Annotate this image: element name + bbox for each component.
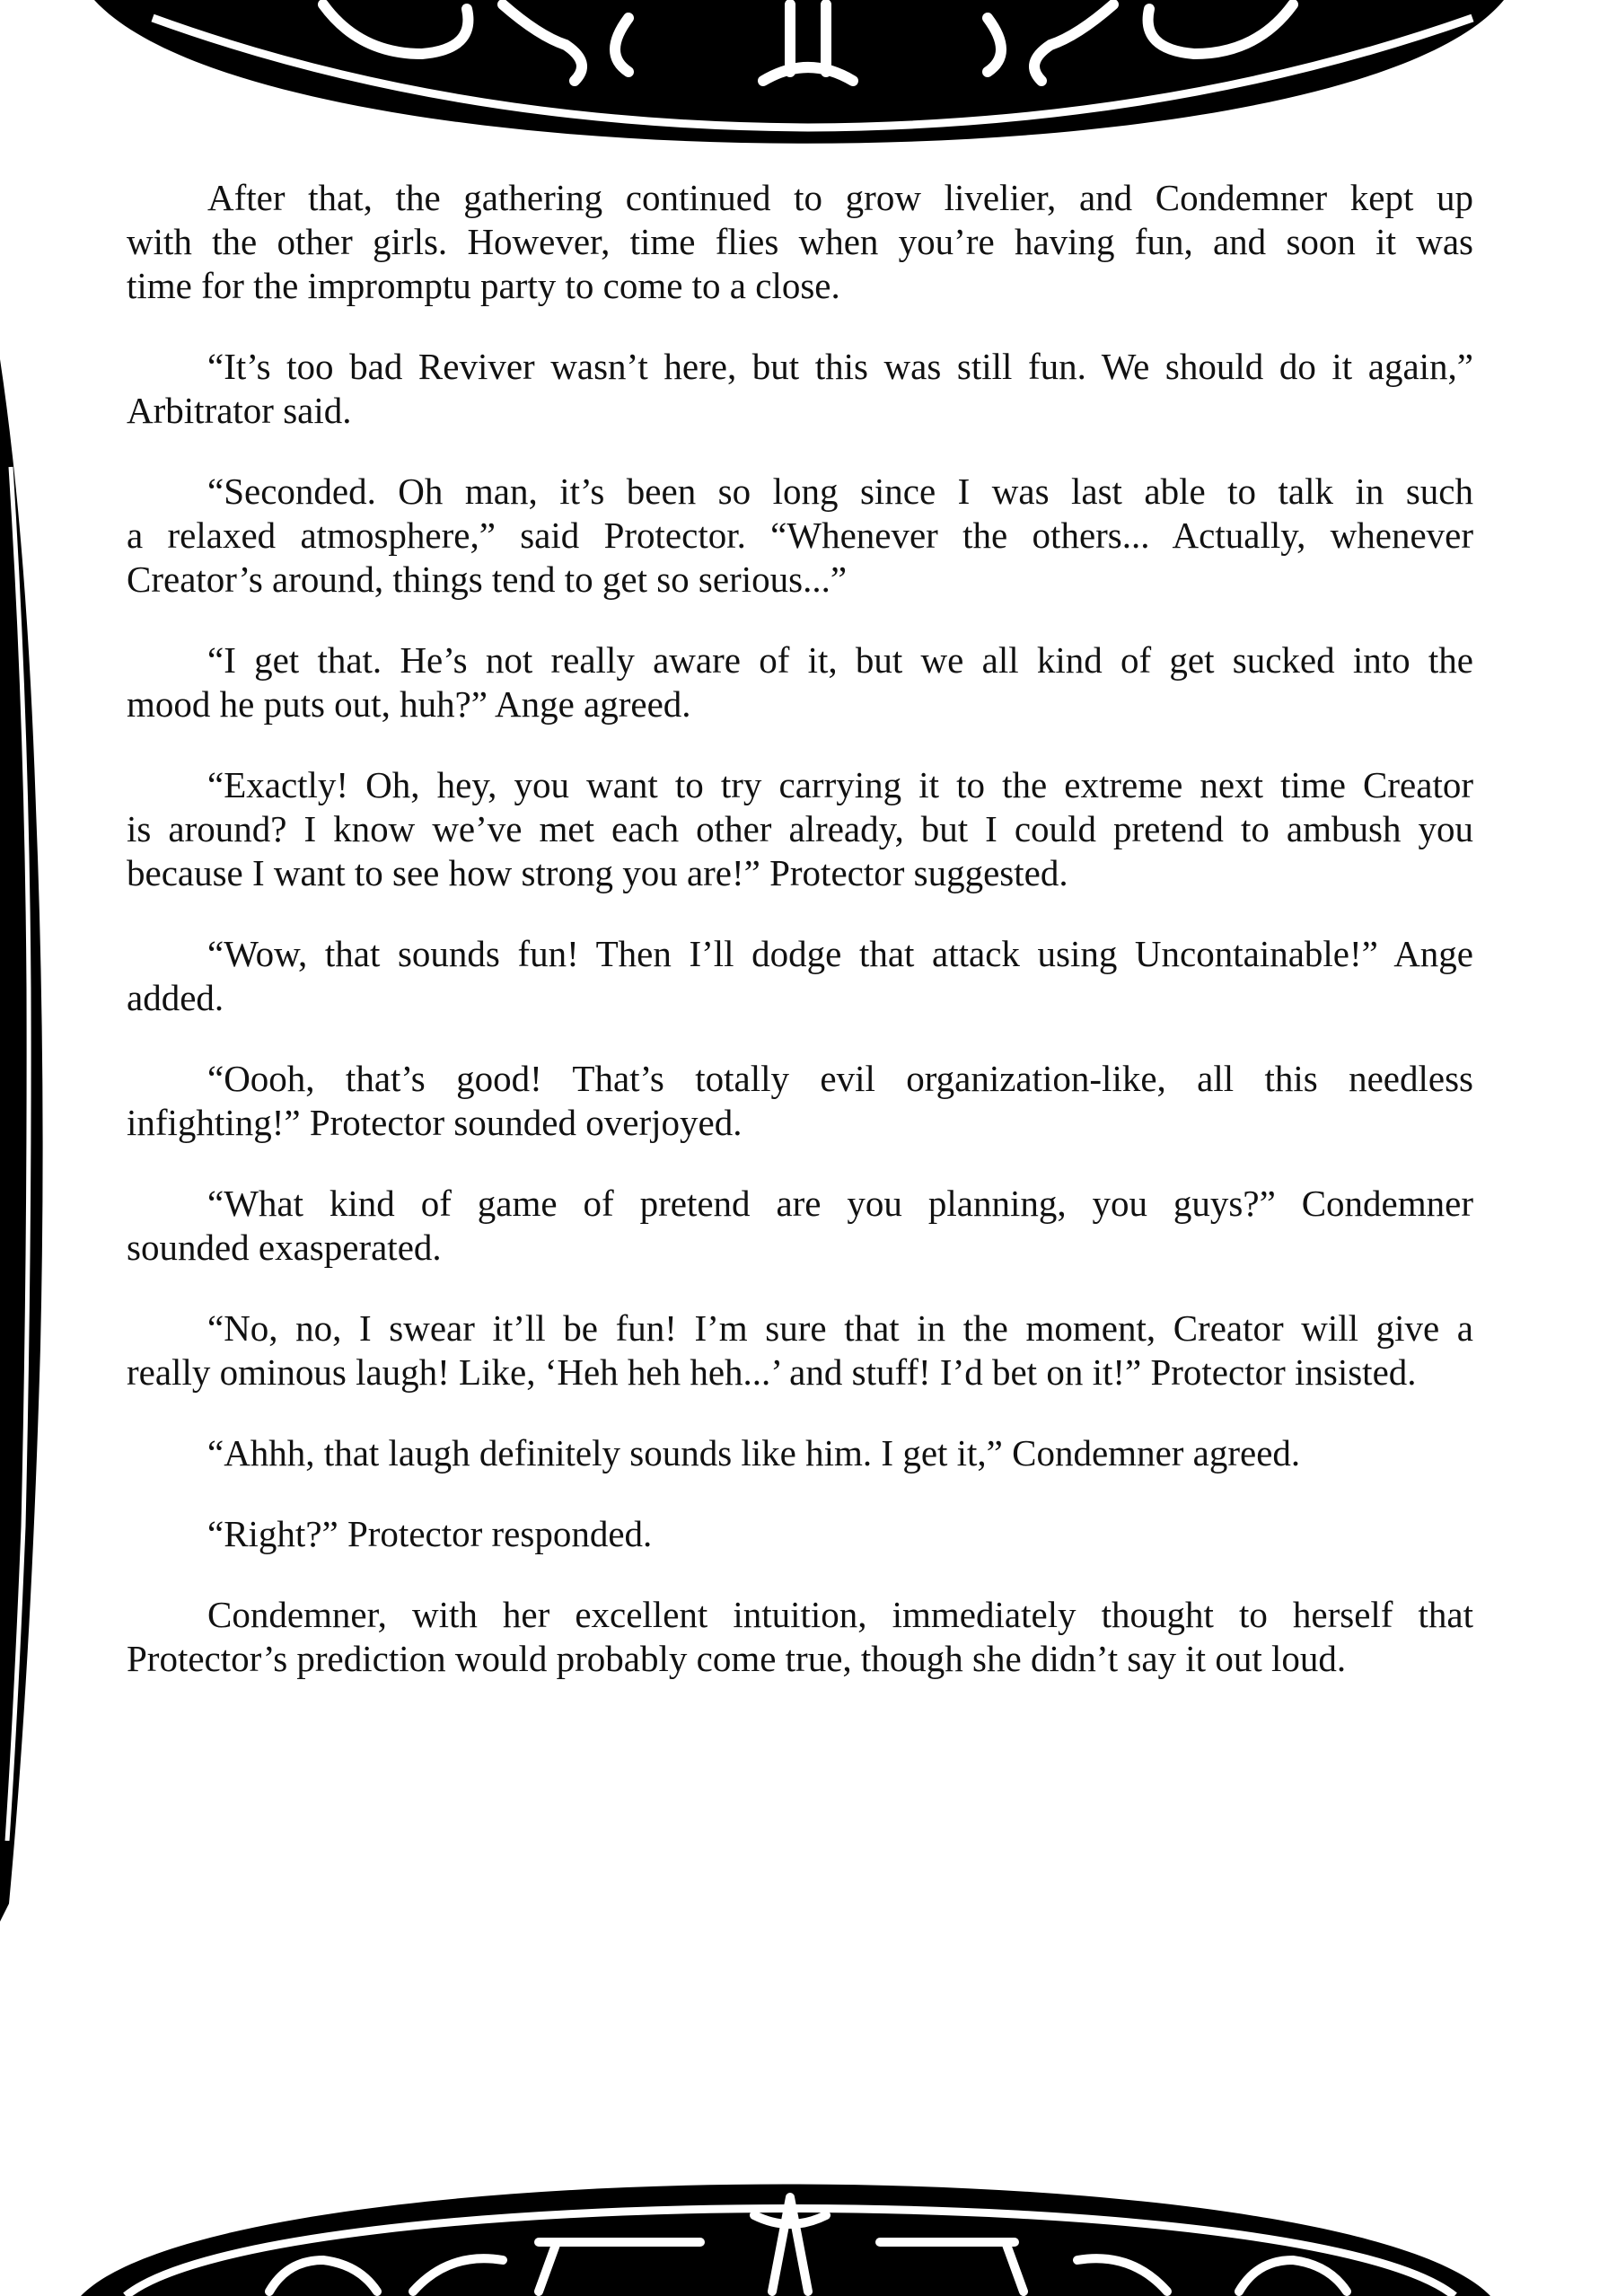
text-line: “Wow, that sounds fun! Then I’ll dodge that attack using Uncontainable!” Ange <box>207 933 1473 974</box>
paragraph <box>127 1512 1473 1556</box>
text-line: is around? I know we’ve met each other already, but I could pretend to ambush you <box>127 808 1473 849</box>
text-line: Condemner, with her excellent intuition, immediately thought to herself that <box>207 1594 1473 1635</box>
text-line: because I want to see how strong you are!” Protector suggested. <box>127 852 1068 893</box>
paragraph <box>127 1182 1473 1270</box>
text-line: “I get that. He’s not really aware of it, but we all kind of get sucked into the <box>207 639 1473 681</box>
text-line: “No, no, I swear it’ll be fun! I’m sure that in the moment, Creator will give a <box>207 1307 1473 1349</box>
text-line: “It’s too bad Reviver wasn’t here, but this was still fun. We should do it again,” <box>207 346 1473 387</box>
paragraph <box>127 638 1473 726</box>
bottom-ornament-icon <box>0 2161 1617 2296</box>
paragraph <box>127 1057 1473 1145</box>
paragraph <box>127 1593 1473 1681</box>
text-line: Arbitrator said. <box>127 390 352 431</box>
text-line: with the other girls. However, time flies when you’re having fun, and soon it was <box>127 221 1473 262</box>
text-line: “Oooh, that’s good! That’s totally evil organization-like, all this needless <box>207 1058 1473 1099</box>
text-line: infighting!” Protector sounded overjoyed. <box>127 1102 743 1143</box>
text-line: Protector’s prediction would probably come true, though she didn’t say it out loud. <box>127 1638 1347 1679</box>
text-line: “Exactly! Oh, hey, you want to try carrying it to the extreme next time Creator <box>207 764 1473 805</box>
text-line: “Ahhh, that laugh definitely sounds like him. I get it,” Condemner agreed. <box>207 1432 1301 1473</box>
body-text <box>127 176 1473 1718</box>
paragraph <box>127 345 1473 433</box>
text-line: a relaxed atmosphere,” said Protector. “Whenever the others... Actually, whenever <box>127 515 1473 556</box>
paragraph <box>127 176 1473 308</box>
paragraph <box>127 932 1473 1020</box>
text-line: sounded exasperated. <box>127 1227 442 1268</box>
paragraph <box>127 1306 1473 1394</box>
text-line: “Right?” Protector responded. <box>207 1513 653 1554</box>
text-line: added. <box>127 977 224 1018</box>
text-line: mood he puts out, huh?” Ange agreed. <box>127 683 691 725</box>
text-line: really ominous laugh! Like, ‘Heh heh heh...’ and stuff! I’d bet on it!” Protector insisted. <box>127 1351 1417 1393</box>
left-border-ornament-icon <box>0 359 54 1931</box>
text-line: After that, the gathering continued to grow livelier, and Condemner kept up <box>207 177 1473 218</box>
paragraph <box>127 470 1473 602</box>
text-line: “Seconded. Oh man, it’s been so long since I was last able to talk in such <box>207 471 1473 512</box>
text-line: Creator’s around, things tend to get so serious...” <box>127 559 848 600</box>
top-ornament-icon <box>0 0 1617 157</box>
paragraph <box>127 763 1473 895</box>
paragraph <box>127 1431 1473 1475</box>
text-line: “What kind of game of pretend are you planning, you guys?” Condemner <box>207 1183 1473 1224</box>
text-line: time for the impromptu party to come to a close. <box>127 265 840 306</box>
